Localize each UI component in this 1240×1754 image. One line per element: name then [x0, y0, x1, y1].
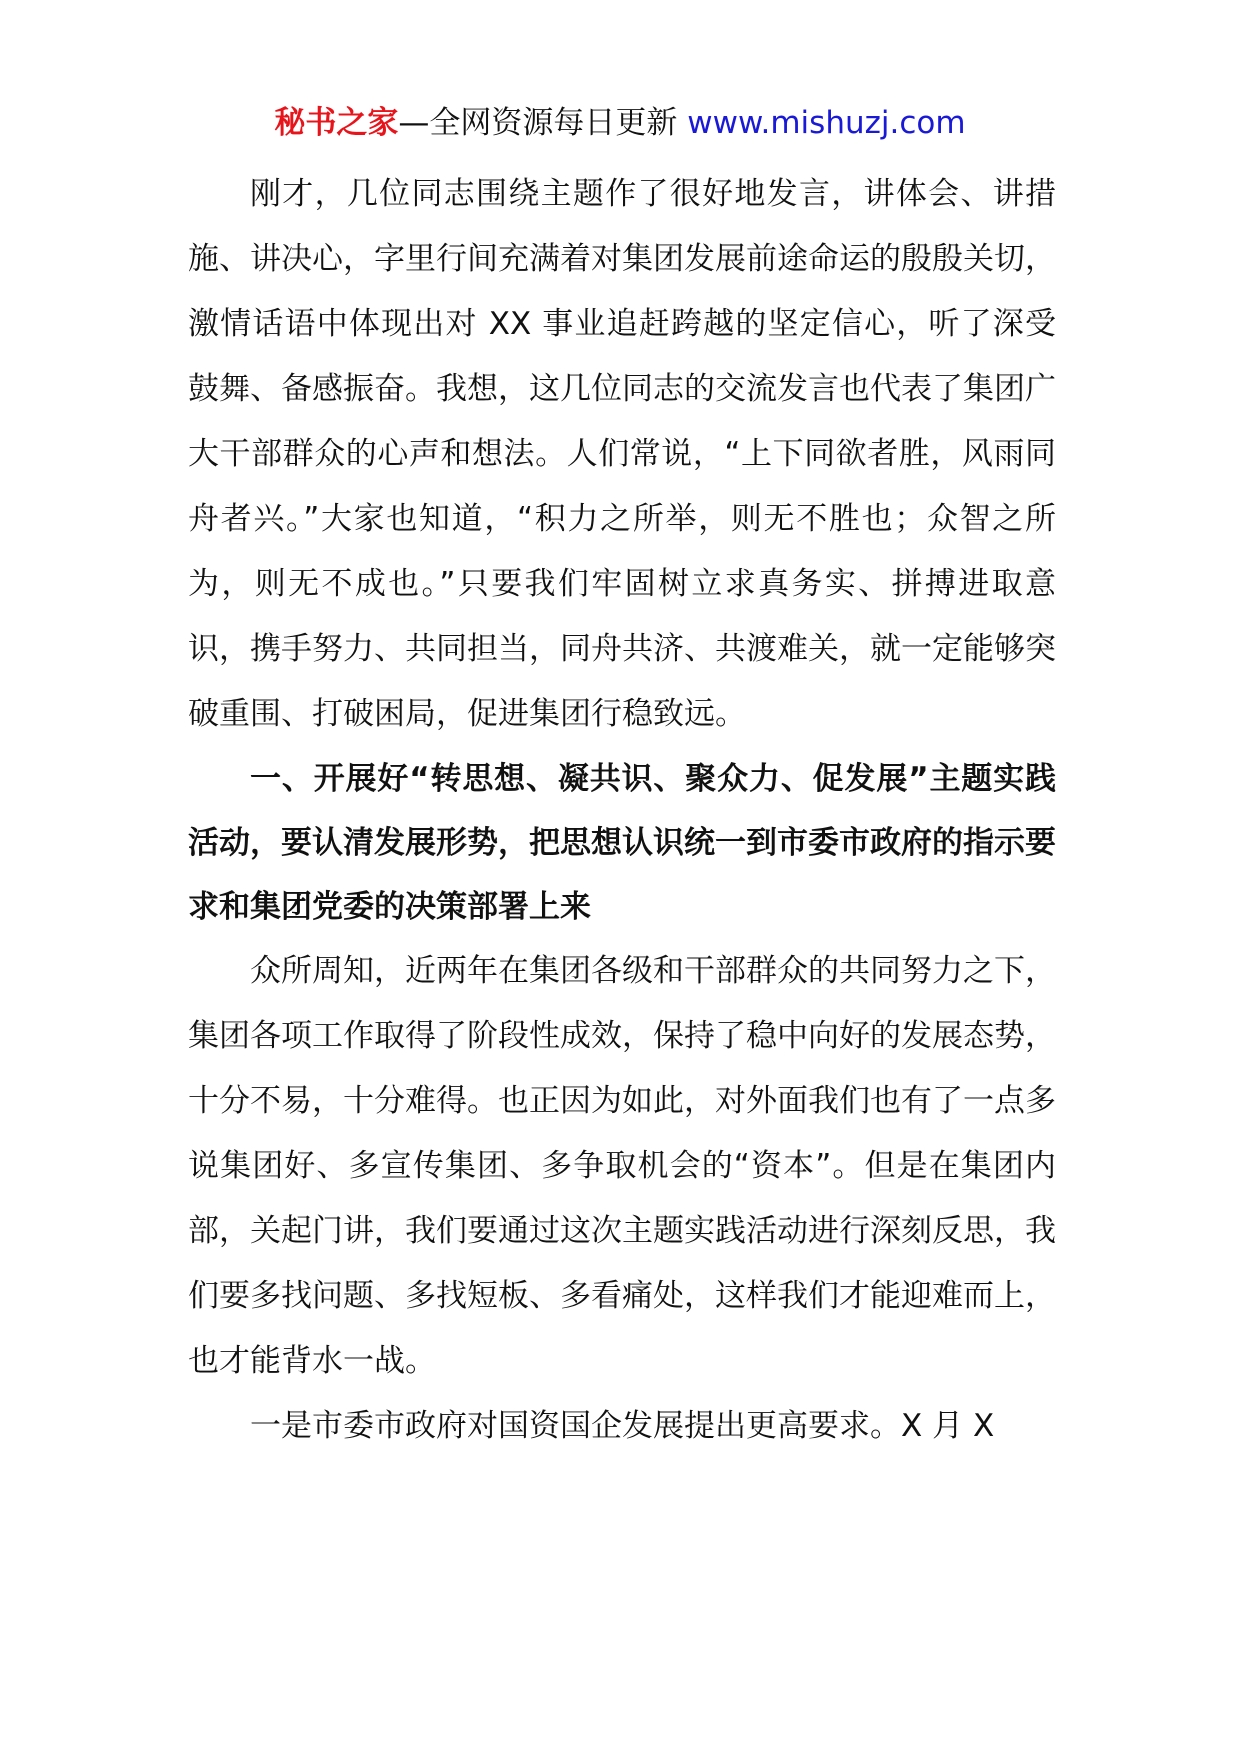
header-tagline: —全网资源每日更新 — [398, 105, 678, 141]
site-url-link[interactable]: www.mishuzj.com — [687, 105, 966, 141]
paragraph-context: 众所周知，近两年在集团各级和干部群众的共同努力之下，集团各项工作取得了阶段性成效，保持了稳中向好的发展态势，十分不易，十分难得。也正因为如此，对外面我们也有了一点多说集团好、多宣传集团、多争取机会的“资本”。但是在集团内部，关起门讲，我们要通过这次主题实践活动进行深刻反思，我们要多找问题、多找短板、多看痛处，这样我们才能迎难而上，也才能背水一战。 — [188, 953, 1056, 1379]
section-heading-1: 一、开展好“转思想、凝共识、聚众力、促发展”主题实践活动，要认清发展形势，把思想认识统一到市委市政府的指示要求和集团党委的决策部署上来 — [188, 761, 1056, 925]
paragraph-intro: 刚才，几位同志围绕主题作了很好地发言，讲体会、讲措施、讲决心，字里行间充满着对集团发展前途命运的殷殷关切，激情话语中体现出对 XX 事业追赶跨越的坚定信心，听了深受鼓舞、备感振奋。我想，这几位同志的交流发言也代表了集团广大干部群众的心声和想法。人们常说，“上下同欲者胜，风雨同舟者兴。”大家也知道，“积力之所举，则无不胜也；众智之所为，则无不成也。”只要我们牢固树立求真务实、拼搏进取意识，携手努力、共同担当，同舟共济、共渡难关，就一定能够突破重围、打破困局，促进集团行稳致远。 — [188, 176, 1056, 732]
brand-name: 秘书之家 — [274, 105, 399, 141]
watermark-header — [0, 100, 1240, 146]
paragraph-point-1: 一是市委市政府对国资国企发展提出更高要求。X 月 X — [250, 1408, 995, 1444]
document-body — [188, 162, 1056, 1459]
